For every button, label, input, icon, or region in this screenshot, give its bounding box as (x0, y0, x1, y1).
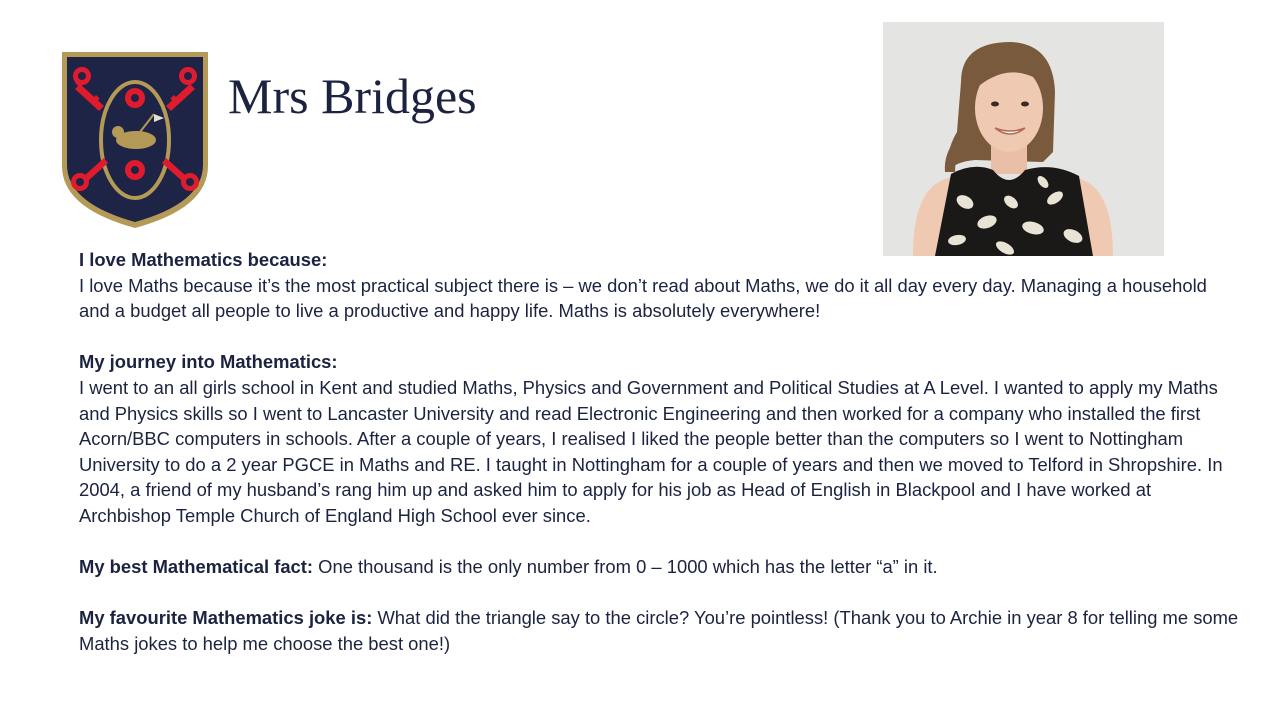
joke-text: What did the triangle say to the circle? You’re pointless! (Thank you to Archie in year 8 for telling me some Maths jokes to help me choose the best one!) (79, 607, 1239, 654)
school-crest (58, 48, 212, 230)
fact-text: One thousand is the only number from 0 – 1000 which has the letter “a” in it. (313, 556, 938, 578)
school-crest-icon (58, 48, 212, 230)
love-heading: I love Mathematics because: (79, 249, 328, 270)
love-text: I love Maths because it’s the most practical subject there is – we don’t read about Maths, we do it all day every day. Managing a household and a budget all people to live a productive and happy life. Maths is absolutely everywhere! (79, 274, 1207, 322)
profile-text (79, 247, 1239, 657)
fact-heading: My best Mathematical fact: (79, 556, 314, 578)
joke-paragraph (79, 605, 1239, 656)
joke-heading: My favourite Mathematics joke is: (79, 607, 373, 629)
fact-paragraph (79, 554, 1239, 580)
page-title: Mrs Bridges (228, 68, 477, 124)
journey-text: I went to an all girls school in Kent and studied Maths, Physics and Government and Political Studies at A Level. I wanted to apply my Maths and Physics skills so I went to Lancaster University and read Electronic Engineering and then worked for a company who installed the first Acorn/BBC computers in schools. After a couple of years, I realised I liked the people better than the computers so I went to Nottingham University to do a 2 year PGCE in Maths and RE. I taught in Nottingham for a couple of years and then we moved to Telford in Shropshire. In 2004, a friend of my husband’s rang him up and asked him to apply for his job as Head of English in Blackpool and I have worked at Archbishop Temple Church of England High School ever since. (79, 376, 1223, 526)
portrait-photo (883, 22, 1164, 256)
journey-heading: My journey into Mathematics: (79, 351, 338, 373)
